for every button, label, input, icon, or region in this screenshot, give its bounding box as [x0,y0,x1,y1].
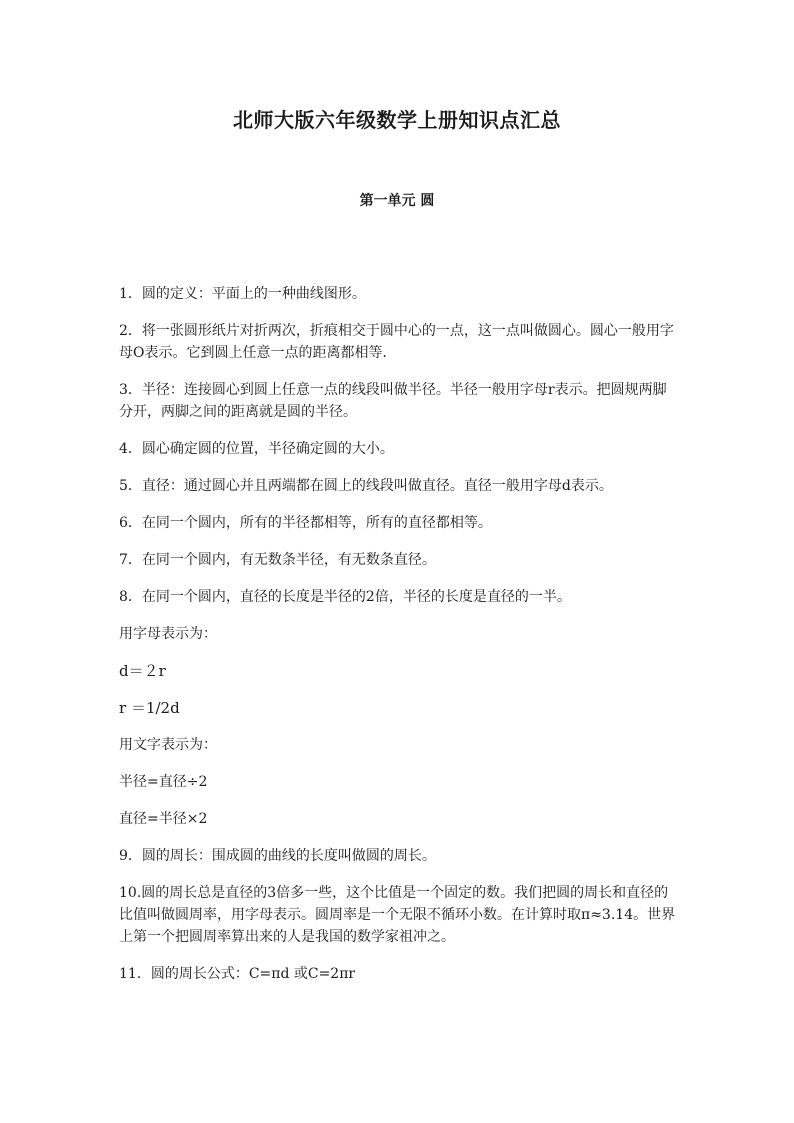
paragraph-2: 2．将一张圆形纸片对折两次，折痕相交于圆中心的一点，这一点叫做圆心。圆心一般用字母O表示。它到圆上任意一点的距离都相等． [119,323,674,361]
formula-diameter: d＝２r [119,662,166,680]
paragraph-10: 10.圆的周长总是直径的3倍多一些，这个比值是一个固定的数。我们把圆的周长和直径的比值叫做圆周率，用字母表示。圆周率是一个无限不循环小数。在计算时取π≈3.14。世界上第一个把圆周率算出来的人是我国的数学家祖冲之。 [119,885,676,945]
word-formula-diameter: 直径=半径×2 [119,811,208,827]
document-body [119,283,679,1000]
section-heading: 第一单元 圆 [359,193,435,209]
paragraph-4: 4．圆心确定圆的位置，半径确定圆的大小。 [119,441,394,457]
paragraph-3: 3．半径：连接圆心到圆上任意一点的线段叫做半径。半径一般用字母r表示。把圆规两脚分开，两脚之间的距离就是圆的半径。 [119,382,667,420]
document-title: 北师大版六年级数学上册知识点汇总 [233,108,561,132]
paragraph-5: 5．直径：通过圆心并且两端都在圆上的线段叫做直径。直径一般用字母d表示。 [119,478,613,494]
word-formula-radius: 半径=直径÷2 [119,774,208,790]
paragraph-1: 1．圆的定义：平面上的一种曲线图形。 [119,286,366,302]
paragraph-8: 8．在同一个圆内，直径的长度是半径的2倍，半径的长度是直径的一半。 [119,589,571,605]
word-formula-label: 用文字表示为： [119,737,217,753]
paragraph-7: 7．在同一个圆内，有无数条半径，有无数条直径。 [119,552,436,568]
paragraph-11: 11．圆的周长公式：C=πd 或C=2πr [119,966,356,982]
paragraph-6: 6．在同一个圆内，所有的半径都相等，所有的直径都相等。 [119,515,492,531]
letter-formula-label: 用字母表示为： [119,626,217,642]
formula-radius: r ＝1/2d [119,699,180,717]
paragraph-9: 9．圆的周长：围成圆的曲线的长度叫做圆的周长。 [119,848,436,864]
